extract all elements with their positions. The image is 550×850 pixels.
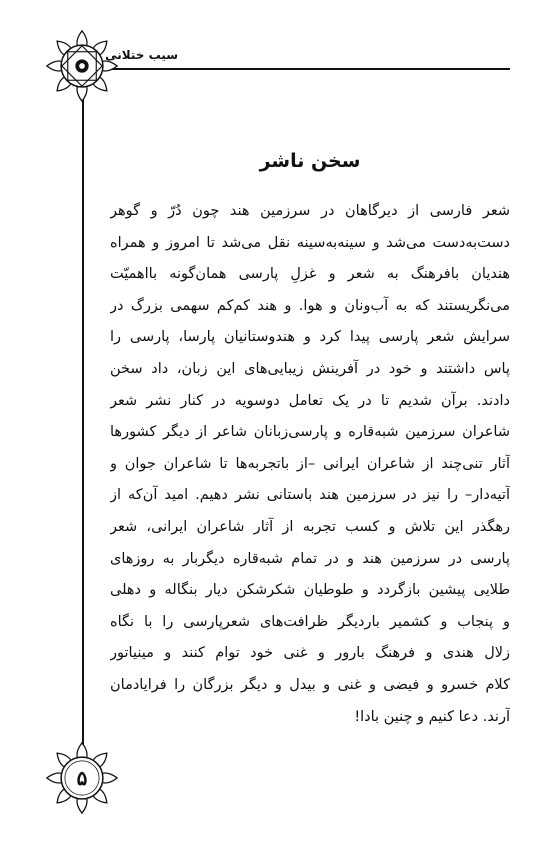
running-header-title: سیب ختلانی (105, 48, 178, 62)
page-number: ۵ (76, 766, 88, 790)
text-line: شاعران سرزمین شبه‌قاره و پارسی‌زبانان شاعر از دیگر کشورها (110, 424, 510, 441)
text-line: کلام خسرو و فیضی و غنی و بیدل و دیگر بزرگان را فرایادمان (110, 676, 510, 693)
text-line: رهگذر این تلاش و کسب تجربه از آثار شاعران ایرانی، شعر (110, 518, 510, 535)
margin-rule-vertical (82, 60, 84, 760)
text-line: آتیه‌دار– را نیز در سرزمین هند باستانی نشر دهیم. امید آن‌که از (110, 487, 510, 504)
text-line: زلال هندی و فرهنگ بارور و غنی خود توام کنند و مینیاتور (110, 645, 510, 662)
text-line: طلایی پیشین بازگردد و طوطیان شکرشکن دیار بنگاله و دهلی (110, 582, 510, 599)
text-line: هندیان بافرهنگ به شعر و غزلِ پارسی همان‌گونه بااهمیّت (110, 266, 510, 283)
text-line: دست‌به‌دست می‌شد و سینه‌به‌سینه نقل می‌شد تا امروز و همراه (110, 234, 510, 251)
section-heading: سخن ناشر (259, 150, 361, 172)
text-line: و پنجاب و کشمیر باردیگر ظرافت‌های شعرپارسی را با نگاه (110, 613, 510, 630)
text-line: سرایش شعر پارسی پیدا کرد و هندوستانیان پارسا، پارسی را (110, 329, 510, 346)
body-text (110, 196, 510, 733)
text-line: شعر فارسی از دیرگاهان در سرزمین هند چون دُرّ و گوهر (110, 203, 510, 219)
text-line: می‌نگریستند که به آب‌ونان و هوا. و هند کم‌کم سهمی بزرگ در (110, 297, 510, 314)
text-line: آثار تنی‌چند از شاعران ایرانی –از باتجربه‌ها تا شاعران جوان و (110, 455, 510, 472)
text-line: پاس داشتند و خود در آفرینش زیبایی‌های این زبان، داد سخن (110, 360, 510, 377)
text-line: دادند. برآن شدیم تا در یک تعامل دوسویه در کنار نشر شعر (110, 392, 510, 409)
rosette-ornament-icon (44, 28, 120, 104)
header-rule (82, 68, 510, 70)
text-line: پارسی در سرزمین هند و در تمام شبه‌قاره دیگربار به روزهای (110, 550, 510, 567)
text-line: آرند. دعا کنیم و چنین بادا! (354, 708, 510, 725)
